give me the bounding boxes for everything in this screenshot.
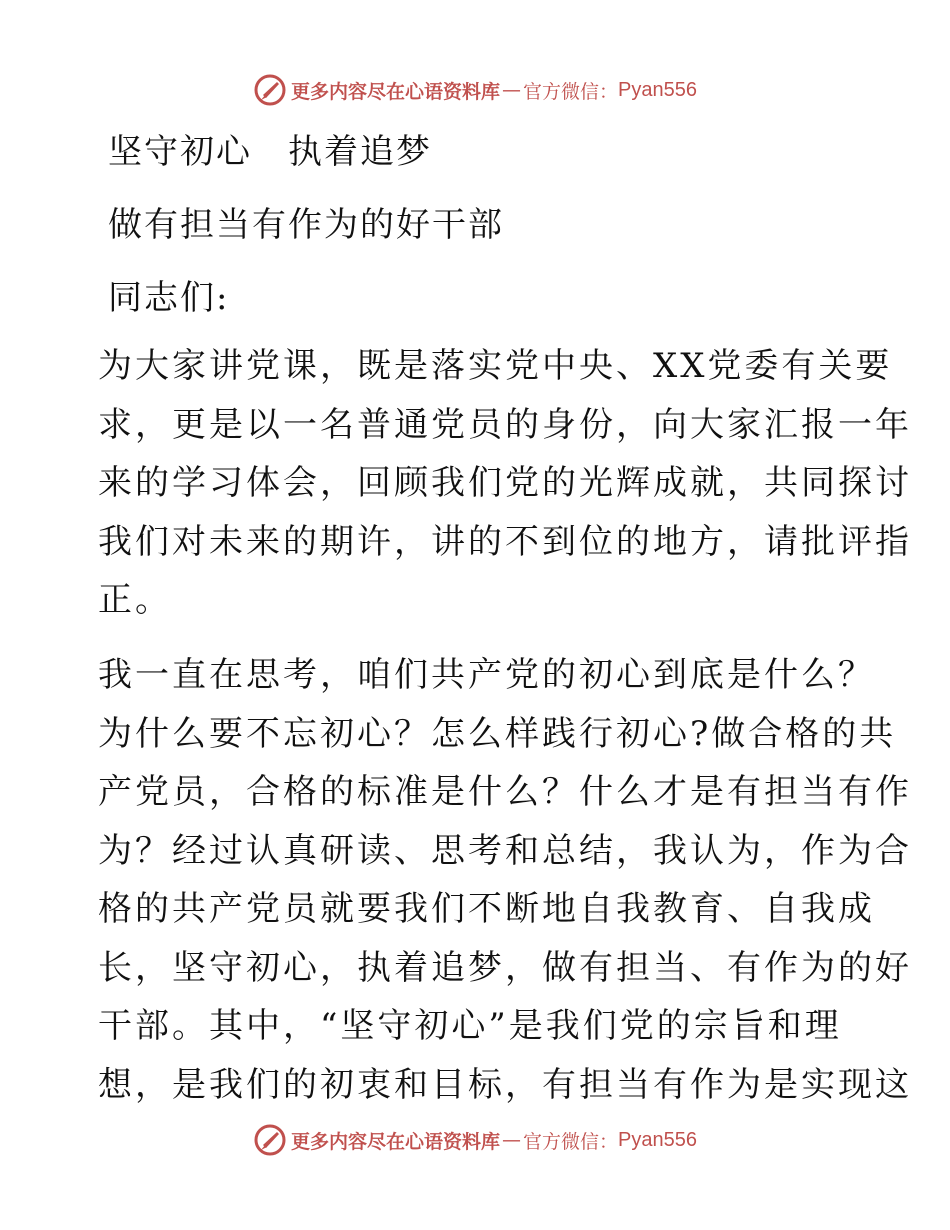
watermark-dash: — [502,79,522,101]
watermark-text: 更多内容尽在心语资料库 [291,1130,501,1153]
logo-icon [253,1123,287,1157]
watermark-footer [0,1120,950,1160]
paragraph-line: 来的学习体会，回顾我们党的光辉成就，共同探讨 [98,463,912,503]
paragraph-line: 我们对未来的期许，讲的不到位的地方，请批评指 [98,521,912,562]
title-line-1: 坚守初心 执着追梦 [108,132,432,172]
paragraph-line: 长，坚守初心，执着追梦，做有担当、有作为的好 [98,947,912,988]
paragraph-line: 求，更是以一名普通党员的身份，向大家汇报一年 [98,404,912,445]
paragraph-1 [98,337,912,630]
watermark-header [0,70,950,110]
salutation: 同志们: [108,278,230,318]
paragraph-line: 为？经过认真研读、思考和总结，我认为，作为合 [98,830,912,871]
title-line-2: 做有担当有作为的好干部 [108,205,504,245]
watermark-label: 官方微信： [523,1130,619,1153]
watermark-label: 官方微信： [523,80,619,103]
paragraph-line: 想，是我们的初衷和目标，有担当有作为是实现这 [98,1064,912,1105]
watermark-id: Pyan556 [618,1128,697,1151]
watermark-dash: — [502,1129,522,1151]
paragraph-line: 我一直在思考，咱们共产党的初心到底是什么？ [98,655,875,695]
paragraph-line: 格的共产党员就要我们不断地自我教育、自我成 [98,889,875,929]
paragraph-line: 为什么要不忘初心？怎么样践行初心?做合格的共 [98,713,897,754]
logo-icon [253,73,287,107]
paragraph-line: 正。 [98,580,172,620]
paragraph-line: 产党员，合格的标准是什么？什么才是有担当有作 [98,772,912,812]
watermark-id: Pyan556 [618,78,697,101]
paragraph-2 [98,646,912,1114]
watermark-text: 更多内容尽在心语资料库 [291,80,501,103]
paragraph-line: 为大家讲党课，既是落实党中央、XX党委有关要 [98,346,893,386]
paragraph-line: 干部。其中，“坚守初心”是我们党的宗旨和理 [98,1006,842,1046]
